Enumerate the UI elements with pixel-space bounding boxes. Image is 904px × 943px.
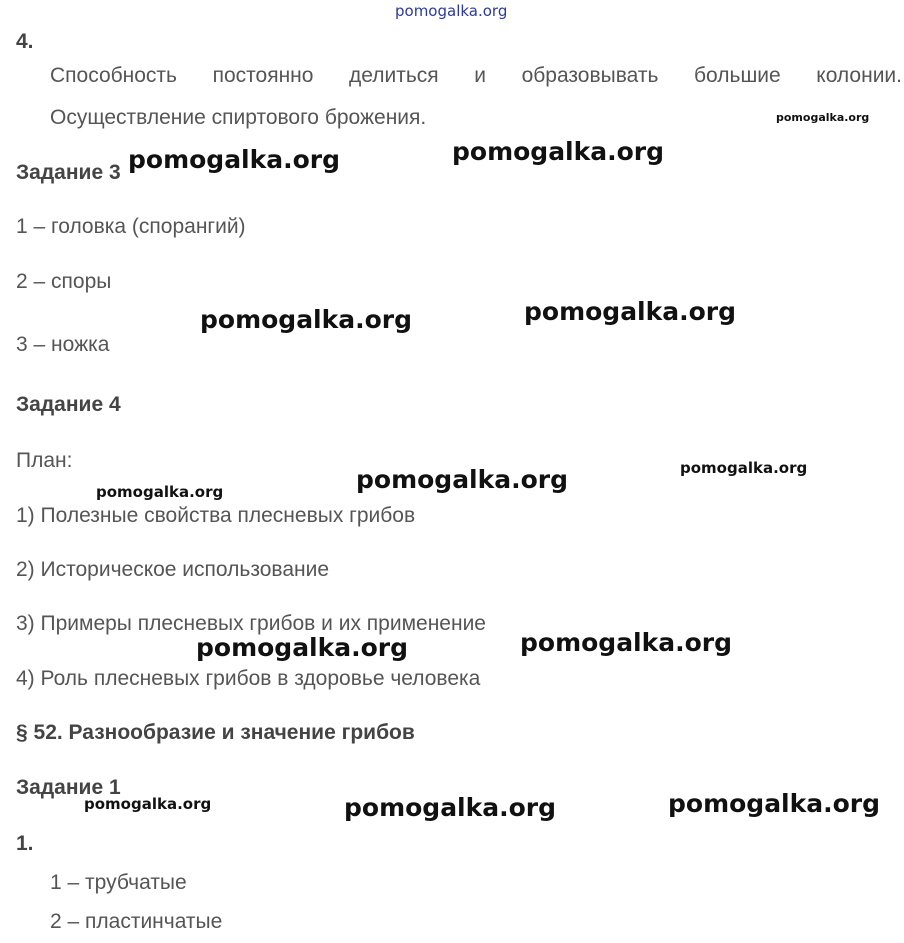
watermark: pomogalka.org (452, 137, 665, 166)
task-3-item-1: 1 – головка (спорангий) (16, 215, 246, 238)
plan-item-1: 1) Полезные свойства плесневых грибов (16, 504, 416, 527)
answer-line-2: Осуществление спиртового брожения. (50, 106, 427, 129)
site-watermark-top: pomogalka.org (395, 2, 508, 20)
plan-label: План: (16, 449, 73, 472)
plan-item-3: 3) Примеры плесневых грибов и их применение (16, 612, 486, 635)
watermark: pomogalka.org (196, 633, 409, 662)
type-item-1: 1 – трубчатые (50, 871, 187, 894)
plan-item-4: 4) Роль плесневых грибов в здоровье человека (16, 667, 481, 690)
watermark: pomogalka.org (776, 111, 870, 124)
task-4-heading: Задание 4 (16, 393, 121, 416)
task-3-item-2: 2 – споры (16, 270, 112, 293)
watermark: pomogalka.org (128, 145, 341, 174)
watermark: pomogalka.org (524, 297, 737, 326)
item-number-4: 4. (16, 30, 34, 53)
watermark: pomogalka.org (668, 789, 881, 818)
watermark: pomogalka.org (344, 793, 557, 822)
watermark: pomogalka.org (84, 795, 212, 813)
watermark: pomogalka.org (520, 628, 733, 657)
watermark: pomogalka.org (356, 465, 569, 494)
task-3-item-3: 3 – ножка (16, 333, 110, 356)
type-item-2: 2 – пластинчатые (50, 910, 223, 933)
watermark: pomogalka.org (680, 459, 808, 477)
task-3-heading: Задание 3 (16, 161, 121, 184)
watermark: pomogalka.org (200, 305, 413, 334)
watermark: pomogalka.org (96, 483, 224, 501)
answer-line-1: Способность постоянно делиться и образовывать большие колонии. (50, 64, 902, 87)
section-title: § 52. Разнообразие и значение грибов (16, 721, 415, 744)
item-number-1: 1. (16, 832, 34, 855)
plan-item-2: 2) Историческое использование (16, 558, 330, 581)
task-1-heading: Задание 1 (16, 776, 121, 799)
